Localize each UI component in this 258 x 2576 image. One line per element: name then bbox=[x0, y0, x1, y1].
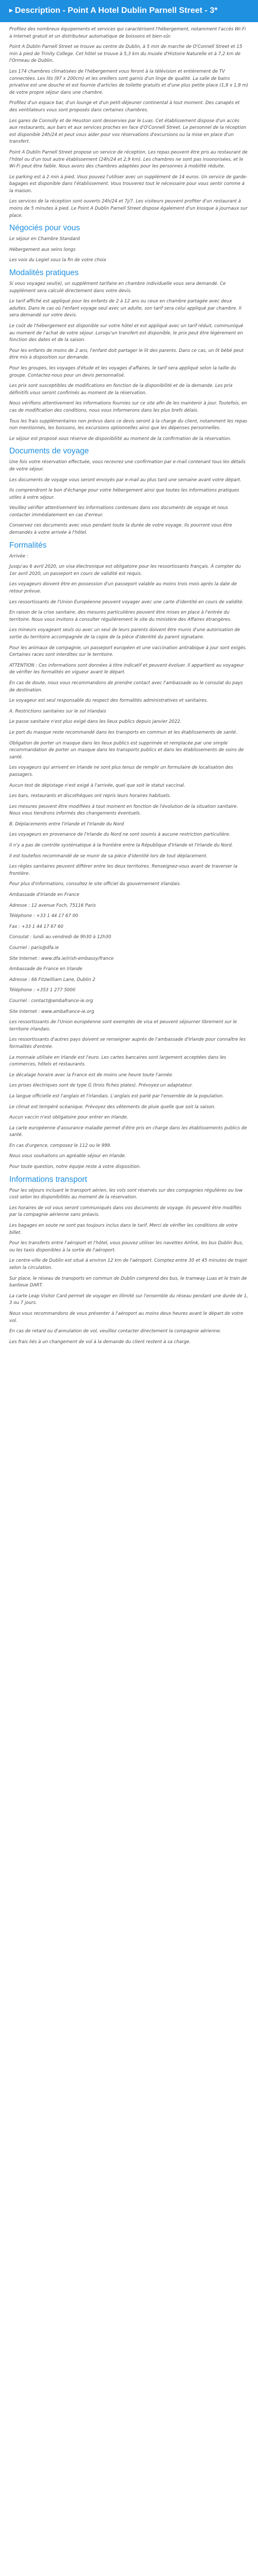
transport-info-paragraph: Les bagages en soute ne sont pas toujours inclus dans le tarif. Merci de vérifier les conditions de votre billet. bbox=[9, 1223, 238, 1235]
ireland-entry-paragraph: Pour plus d'informations, consultez le site officiel du gouvernement irlandais. bbox=[9, 882, 181, 887]
formalities-paragraph: Les voyageurs doivent être en possession d'un passeport valable au moins trois mois après la date de retour prévue. bbox=[9, 582, 237, 595]
restrictions-paragraph: Aucun test de dépistage n'est exigé à l'arrivée, quel que soit le statut vaccinal. bbox=[9, 783, 185, 788]
conditions-paragraph: Tous les frais supplémentaires non prévus dans ce devis seront à la charge du client, notamment les repas non mentionnés, les boissons, les excursions optionnelles ainsi que les dépenses personnelles. bbox=[9, 418, 247, 431]
conditions-paragraph: Le séjour est proposé sous réserve de disponibilité au moment de la confirmation de la réservation. bbox=[9, 436, 232, 442]
contact-line: Courriel : contact@ambafrance-ie.org bbox=[9, 998, 93, 1004]
intro-paragraph: Les gares de Connolly et de Heuston sont desservies par le Luas. Cet établissement dispose d'un accès aux restaurants, aux bars et aux services proches en face d'O'Connell Street. Le personnel de la réception est disponible 24h/24 et peut vous aider pour vos réservations d'excursions ou la mise en place d'un transfert. bbox=[9, 118, 247, 145]
ireland-entry-heading: B. Déplacements entre l'Irlande et l'Irlande du Nord bbox=[9, 821, 124, 827]
useful-paragraph: Nous vous souhaitons un agréable séjour en Irlande. bbox=[9, 1154, 126, 1159]
triangle-icon: ▶ bbox=[9, 8, 13, 13]
ireland-entry-paragraph: Il est toutefois recommandé de se munir de sa pièce d'identité lors de tout déplacement. bbox=[9, 853, 208, 859]
intro-paragraph: Les 174 chambres climatisées de l'hébergement vous feront à la télévision et entièrement de TV connectées. Les lits (97 x 200cm) et les oreillers sont garnis d'un linge de qualité. La salle de bains privative est une douche et est fournie d'articles de toilette gratuits et d'une plus petite place (1,9 x 1,9 m) de votre propre séjour dans une chambre. bbox=[9, 69, 249, 95]
intro-paragraph: Point A Dublin Parnell Street se trouve au centre de Dublin, à 5 min de marche de O'Connell Street et 15 min à pied de Trinity College. Cet hôtel se trouve à 5,3 km du musée d'Histoire Naturelle et à 7,2 km de l'Ormeau de Dublin. bbox=[9, 44, 243, 64]
description-header bbox=[0, 0, 258, 22]
contact-line: Téléphone : +353 1 277 5000 bbox=[9, 988, 75, 993]
transport-info-paragraph: La carte Leap Visitor Card permet de voyager en illimité sur l'ensemble du réseau pendant une durée de 1, 3 ou 7 jours. bbox=[9, 1293, 248, 1306]
intro-paragraph: Profitez des nombreux équipements et services qui caractérisent l'hébergement, notamment l'accès Wi-Fi à Internet gratuit et un distributeur automatique de boissons et bien-sûr. bbox=[9, 27, 246, 39]
useful-paragraph: Le climat est tempéré océanique. Prévoyez des vêtements de pluie quelle que soit la saison. bbox=[9, 1104, 216, 1110]
useful-paragraph: La monnaie utilisée en Irlande est l'euro. Les cartes bancaires sont largement acceptées dans les commerces, hôtels et restaurants. bbox=[9, 1055, 227, 1067]
negotiated-line: Le séjour en Chambre Standard bbox=[9, 236, 80, 242]
restrictions-paragraph: Les mesures peuvent être modifiées à tout moment en fonction de l'évolution de la situation sanitaire. Nous vous tiendrons informés des changements éventuels. bbox=[9, 804, 238, 817]
contact-line: Adresse : 12 avenue Foch, 75116 Paris bbox=[9, 903, 96, 908]
conditions-paragraph: Pour les enfants de moins de 2 ans, l'enfant doit partager le lit des parents. Dans ce cas, un lit bébé peut être mis à disposition sur demande. bbox=[9, 348, 244, 361]
conditions-paragraph: Pour les groupes, les voyages d'étude et les voyages d'affaires, le tarif sera appliqué selon la taille du groupe. Contactez-nous pour un devis personnalisé. bbox=[9, 365, 236, 378]
intro-paragraph: Les services de la réception sont ouverts 24h/24 et 7j/7. Les visiteurs peuvent profiter d'un restaurant à moins de 5 minutes à pied. Le Point A Dublin Parnell Street dispose également d'un kiosque à journaux sur place. bbox=[9, 199, 248, 218]
contact-line: Ambassade de France en Irlande bbox=[9, 967, 83, 972]
negotiated-line: Les voix du Legiel sous la fin de votre choix bbox=[9, 258, 106, 263]
conditions-paragraph: Si vous voyagez seul(e), un supplément tarifaire en chambre individuelle vous sera demandé. Ce supplément sera calculé directement dans votre devis. bbox=[9, 281, 226, 294]
formalities-heading: Formalités bbox=[9, 540, 47, 550]
useful-paragraph: Les prises électriques sont de type G (trois fiches plates). Prévoyez un adaptateur. bbox=[9, 1083, 193, 1089]
formalities-paragraph: Pour les animaux de compagnie, un passeport européen et une vaccination antirabique à jour sont exigés. Certaines races sont interdites sur le territoire. bbox=[9, 645, 247, 658]
documents-paragraph: Ils comprendront le bon d'échange pour votre hébergement ainsi que toutes les informations pratiques utiles à votre séjour. bbox=[9, 488, 239, 500]
intro-paragraph: Profitez d'un espace bar, d'un lounge et d'un petit-déjeuner continental à tout moment. Des canapés et des ventilateurs vous sont proposés dans certaines chambres. bbox=[9, 100, 240, 113]
contact-line: Fax : +33 1 44 17 67 60 bbox=[9, 924, 63, 929]
intro-paragraph: Point A Dublin Parnell Street propose un service de réception. Les repas peuvent être pris au restaurant de l'hôtel ou d'un tout autre établissement (24h/24 et 2,9 km). Les chambres ne sont pas insonorisées, et le Wi-Fi peut être faible. Nous avons des chambres adaptées pour les personnes à mobilité réduite. bbox=[9, 149, 248, 170]
transport-info-paragraph: Le centre-ville de Dublin est situé à environ 12 km de l'aéroport. Comptez entre 30 et 45 minutes de trajet selon la circulation. bbox=[9, 1258, 247, 1270]
useful-paragraph: La langue officielle est l'anglais et l'irlandais. L'anglais est parlé par l'ensemble de la population. bbox=[9, 1093, 224, 1099]
documents-paragraph: Conservez ces documents avec vous pendant toute la durée de votre voyage. Ils pourront vous être demandés à votre arrivée à l'hôtel. bbox=[9, 523, 232, 536]
formalities-paragraph: Les mineurs voyageant seuls ou avec un seul de leurs parents doivent être munis d'une autorisation de sortie du territoire accompagnée de la copie de la pièce d'identité du parent signataire. bbox=[9, 628, 240, 640]
formalities-paragraph: ATTENTION : Ces informations sont données à titre indicatif et peuvent évoluer. Il appartient au voyageur de vérifier les formalités en vigueur avant le départ. bbox=[9, 663, 244, 675]
transport-info-paragraph: En cas de retard ou d'annulation de vol, veuillez contacter directement la compagnie aérienne. bbox=[9, 1329, 221, 1334]
conditions-paragraph: Le tarif affiché est appliqué pour les enfants de 2 à 12 ans ou ceux en chambre partagée avec deux adultes. Dans le cas où l'enfant voyage seul avec un adulte, son tarif sera celui appliqué par chambre. Il sera demandé sur votre devis. bbox=[9, 299, 241, 318]
transport-info-paragraph: Sur place, le réseau de transports en commun de Dublin comprend des bus, le tramway Luas et le train de banlieue DART. bbox=[9, 1276, 247, 1289]
formalities-paragraph: En cas de doute, nous vous recommandons de prendre contact avec l'ambassade ou le consulat du pays de destination. bbox=[9, 680, 243, 693]
restrictions-paragraph: Le passe sanitaire n'est plus exigé dans les lieux publics depuis janvier 2022. bbox=[9, 719, 182, 725]
formalities-paragraph: En raison de la crise sanitaire, des mesures particulières peuvent être mises en place à l'entrée du territoire. Nous vous invitons à consulter régulièrement le site du ministère des Affaires étrangères. bbox=[9, 610, 232, 622]
contact-line: Adresse : 66 Fitzwilliam Lane, Dublin 2 bbox=[9, 977, 95, 982]
contact-line: Téléphone : +33 1 44 17 67 00 bbox=[9, 913, 78, 919]
documents-paragraph: Les documents de voyage vous seront envoyés par e-mail au plus tard une semaine avant votre départ. bbox=[9, 477, 241, 483]
contact-line: Site Internet : www.dfa.ie/irish-embassy/france bbox=[9, 956, 114, 961]
restrictions-paragraph: Le port du masque reste recommandé dans les transports en commun et les établissements de santé. bbox=[9, 730, 237, 735]
ireland-entry-paragraph: Il n'y a pas de contrôle systématique à la frontière entre la République d'Irlande et l'Irlande du Nord. bbox=[9, 843, 233, 849]
ireland-entry-paragraph: Les règles sanitaires peuvent différer entre les deux territoires. Renseignez-vous avant de traverser la frontière. bbox=[9, 864, 238, 876]
restrictions-paragraph: Obligation de porter un masque dans les lieux publics est supprimée et remplacée par une simple recommandation de porter un masque dans les transports publics et dans les établissements de soins de santé. bbox=[9, 740, 244, 760]
documents-paragraph: Veuillez vérifier attentivement les informations contenues dans vos documents de voyage et nous contacter immédiatement en cas d'erreur. bbox=[9, 505, 228, 518]
formalities-paragraph: Arrivée : bbox=[9, 553, 28, 559]
transport-info-heading: Informations transport bbox=[9, 1175, 87, 1184]
conditions-paragraph: Le coût de l'hébergement est disponible sur votre hôtel et est appliqué avec un tarif réduit, communiqué au moment de l'achat de votre séjour. Lorsqu'un transfert est disponible, le prix peut être légèrement en fonction des dates et de la saison. bbox=[9, 324, 244, 343]
transport-info-paragraph: Pour les séjours incluant le transport aérien, les vols sont réservés sur des compagnies régulières ou low cost selon les disponibilités au moment de la réservation. bbox=[9, 1188, 243, 1200]
formalities-paragraph: Le voyageur est seul responsable du respect des formalités administratives et sanitaires. bbox=[9, 698, 208, 704]
ireland-entry-paragraph: Les voyageurs en provenance de l'Irlande du Nord ne sont soumis à aucune restriction particulière. bbox=[9, 832, 231, 838]
formalities-paragraph: Jusqu'au 6 avril 2020, un visa électronique est obligatoire pour les ressortissants français. À compter du 1er avril 2020, un passeport en cours de validité est requis. bbox=[9, 564, 241, 577]
documents-paragraph: Une fois votre réservation effectuée, vous recevrez une confirmation par e-mail contenant tous les détails de votre séjour. bbox=[9, 460, 246, 472]
useful-paragraph: Les ressortissants d'autres pays doivent se renseigner auprès de l'ambassade d'Irlande pour connaître les formalités d'entrée. bbox=[9, 1037, 246, 1049]
negotiated-line: Hébergement aux seins longs bbox=[9, 247, 76, 252]
useful-paragraph: En cas d'urgence, composez le 112 ou le 999. bbox=[9, 1143, 111, 1148]
transport-info-paragraph: Pour les transferts entre l'aéroport et l'hôtel, vous pouvez utiliser les navettes Airlink, les bus Dublin Bus, ou les taxis disponibles à la sortie de l'aéroport. bbox=[9, 1241, 244, 1253]
formalities-paragraph: Les ressortissants de l'Union Européenne peuvent voyager avec une carte d'identité en cours de validité. bbox=[9, 599, 244, 605]
transport-info-paragraph: Les frais liés à un changement de vol à la demande du client restent à sa charge. bbox=[9, 1339, 191, 1345]
contact-line: Courriel : paris@dfa.ie bbox=[9, 945, 59, 951]
contact-line: Site Internet : www.ambafrance-ie.org bbox=[9, 1009, 94, 1014]
intro-paragraph: Le parking est à 2 min à pied. Vous pouvez l'utiliser avec un supplément de 14 euros. Un service de garde-bagages est disponible dans l'établissement. Vous trouverez tout le nécessaire pour vous sentir comme à la maison. bbox=[9, 174, 248, 194]
conditions-paragraph: Les prix sont susceptibles de modifications en fonction de la disponibilité et de la demande. Les prix définitifs vous seront confirmés au moment de la réservation. bbox=[9, 383, 233, 396]
contact-line: Consulat : lundi au vendredi de 9h30 à 12h30 bbox=[9, 935, 111, 940]
useful-paragraph: La carte européenne d'assurance maladie permet d'être pris en charge dans les établissements publics de santé. bbox=[9, 1125, 247, 1138]
restrictions-heading: A. Restrictions sanitaires sur le sol irlandais bbox=[9, 708, 106, 714]
contact-line: Ambassade d'Irlande en France bbox=[9, 892, 79, 898]
restrictions-paragraph: Les bars, restaurants et discothèques ont repris leurs horaires habituels. bbox=[9, 793, 171, 799]
transport-info-paragraph: Nous vous recommandons de vous présenter à l'aéroport au moins deux heures avant le départ de votre vol. bbox=[9, 1311, 244, 1324]
page-title-text: Description - Point A Hotel Dublin Parnell Street - 3* bbox=[14, 6, 218, 15]
useful-paragraph: Pour toute question, notre équipe reste à votre disposition. bbox=[9, 1164, 141, 1170]
page-title bbox=[9, 5, 249, 16]
description-content bbox=[0, 22, 258, 1346]
transport-info-paragraph: Les horaires de vol vous seront communiqués dans vos documents de voyage. Ils peuvent être modifiés par la compagnie aérienne sans préavis. bbox=[9, 1205, 241, 1218]
conditions-paragraph: Nous vérifions attentivement les informations fournies sur ce site afin de les maintenir à jour. Toutefois, en cas de modification des conditions, nous vous informerons dans les plus brefs délais. bbox=[9, 401, 247, 413]
useful-paragraph: Le décalage horaire avec la France est de moins une heure toute l'année. bbox=[9, 1072, 173, 1078]
negotiated-heading: Négociés pour vous bbox=[9, 224, 80, 233]
useful-paragraph: Les ressortissants de l'Union européenne sont exemptés de visa et peuvent séjourner librement sur le territoire irlandais. bbox=[9, 1020, 237, 1032]
restrictions-paragraph: Les voyageurs qui arrivent en Irlande ne sont plus tenus de remplir un formulaire de localisation des passagers. bbox=[9, 765, 233, 777]
documents-heading: Documents de voyage bbox=[9, 447, 89, 456]
conditions-heading: Modalités pratiques bbox=[9, 268, 79, 278]
useful-paragraph: Aucun vaccin n'est obligatoire pour entrer en Irlande. bbox=[9, 1115, 128, 1121]
